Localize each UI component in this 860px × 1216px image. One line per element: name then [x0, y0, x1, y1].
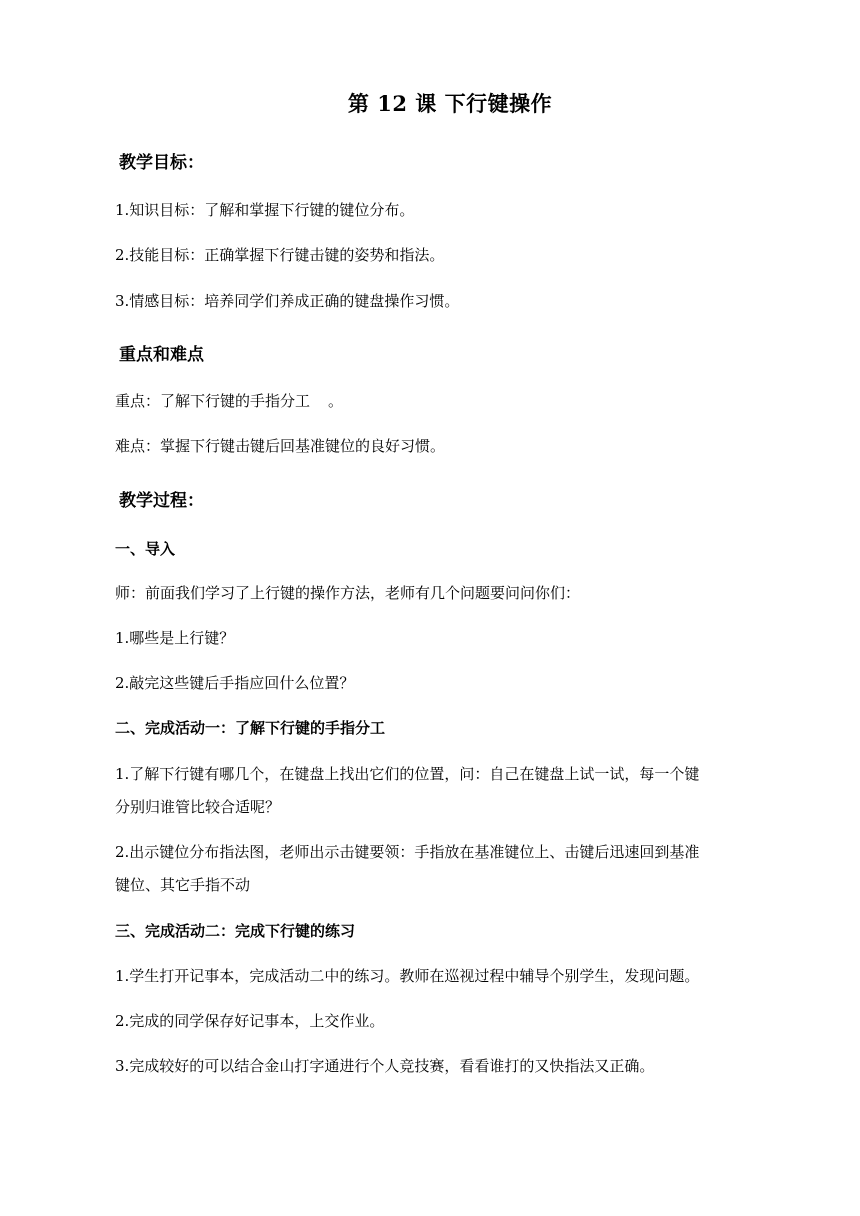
objective-item: 1.知识目标：了解和掌握下行键的键位分布。	[115, 201, 415, 219]
part2-item1-line2: 分别归谁管比较合适呢？	[115, 798, 281, 816]
part1-line: 2.敲完这些键后手指应回什么位置？	[115, 674, 355, 692]
key-point-end: 。	[328, 392, 344, 410]
part1-line: 1.哪些是上行键？	[115, 629, 235, 647]
objective-item: 2.技能目标：正确掌握下行键击键的姿势和指法。	[115, 246, 445, 264]
part1-line: 师：前面我们学习了上行键的操作方法，老师有几个问题要问问你们：	[115, 584, 581, 602]
objectives-heading: 教学目标：	[119, 153, 204, 173]
key-point-text: 重点：了解下行键的手指分工	[115, 392, 311, 410]
part3-line: 1.学生打开记事本，完成活动二中的练习。教师在巡视过程中辅导个别学生，发现问题。	[115, 967, 700, 985]
part3-line: 3.完成较好的可以结合金山打字通进行个人竞技赛，看看谁打的又快指法又正确。	[115, 1057, 655, 1075]
part2-item1-line1: 1.了解下行键有哪几个，在键盘上找出它们的位置，问：自己在键盘上试一试，每一个键	[115, 765, 700, 783]
part1-heading: 一、导入	[115, 540, 176, 558]
difficulty-line: 难点：掌握下行键击键后回基准键位的良好习惯。	[115, 437, 446, 455]
part3-line: 2.完成的同学保存好记事本，上交作业。	[115, 1012, 385, 1030]
part2-item2-line2: 键位、其它手指不动	[115, 876, 251, 894]
part2-item2-line1: 2.出示键位分布指法图，老师出示击键要领：手指放在基准键位上、击键后迅速回到基准	[115, 843, 700, 861]
objective-item: 3.情感目标：培养同学们养成正确的键盘操作习惯。	[115, 292, 460, 310]
page-title: 第 12 课 下行键操作	[347, 91, 553, 116]
key-points-heading: 重点和难点	[119, 345, 204, 365]
process-heading: 教学过程：	[119, 491, 204, 511]
key-point-line	[115, 390, 343, 411]
part2-heading: 二、完成活动一：了解下行键的手指分工	[115, 719, 386, 737]
part3-heading: 三、完成活动二：完成下行键的练习	[115, 922, 356, 940]
